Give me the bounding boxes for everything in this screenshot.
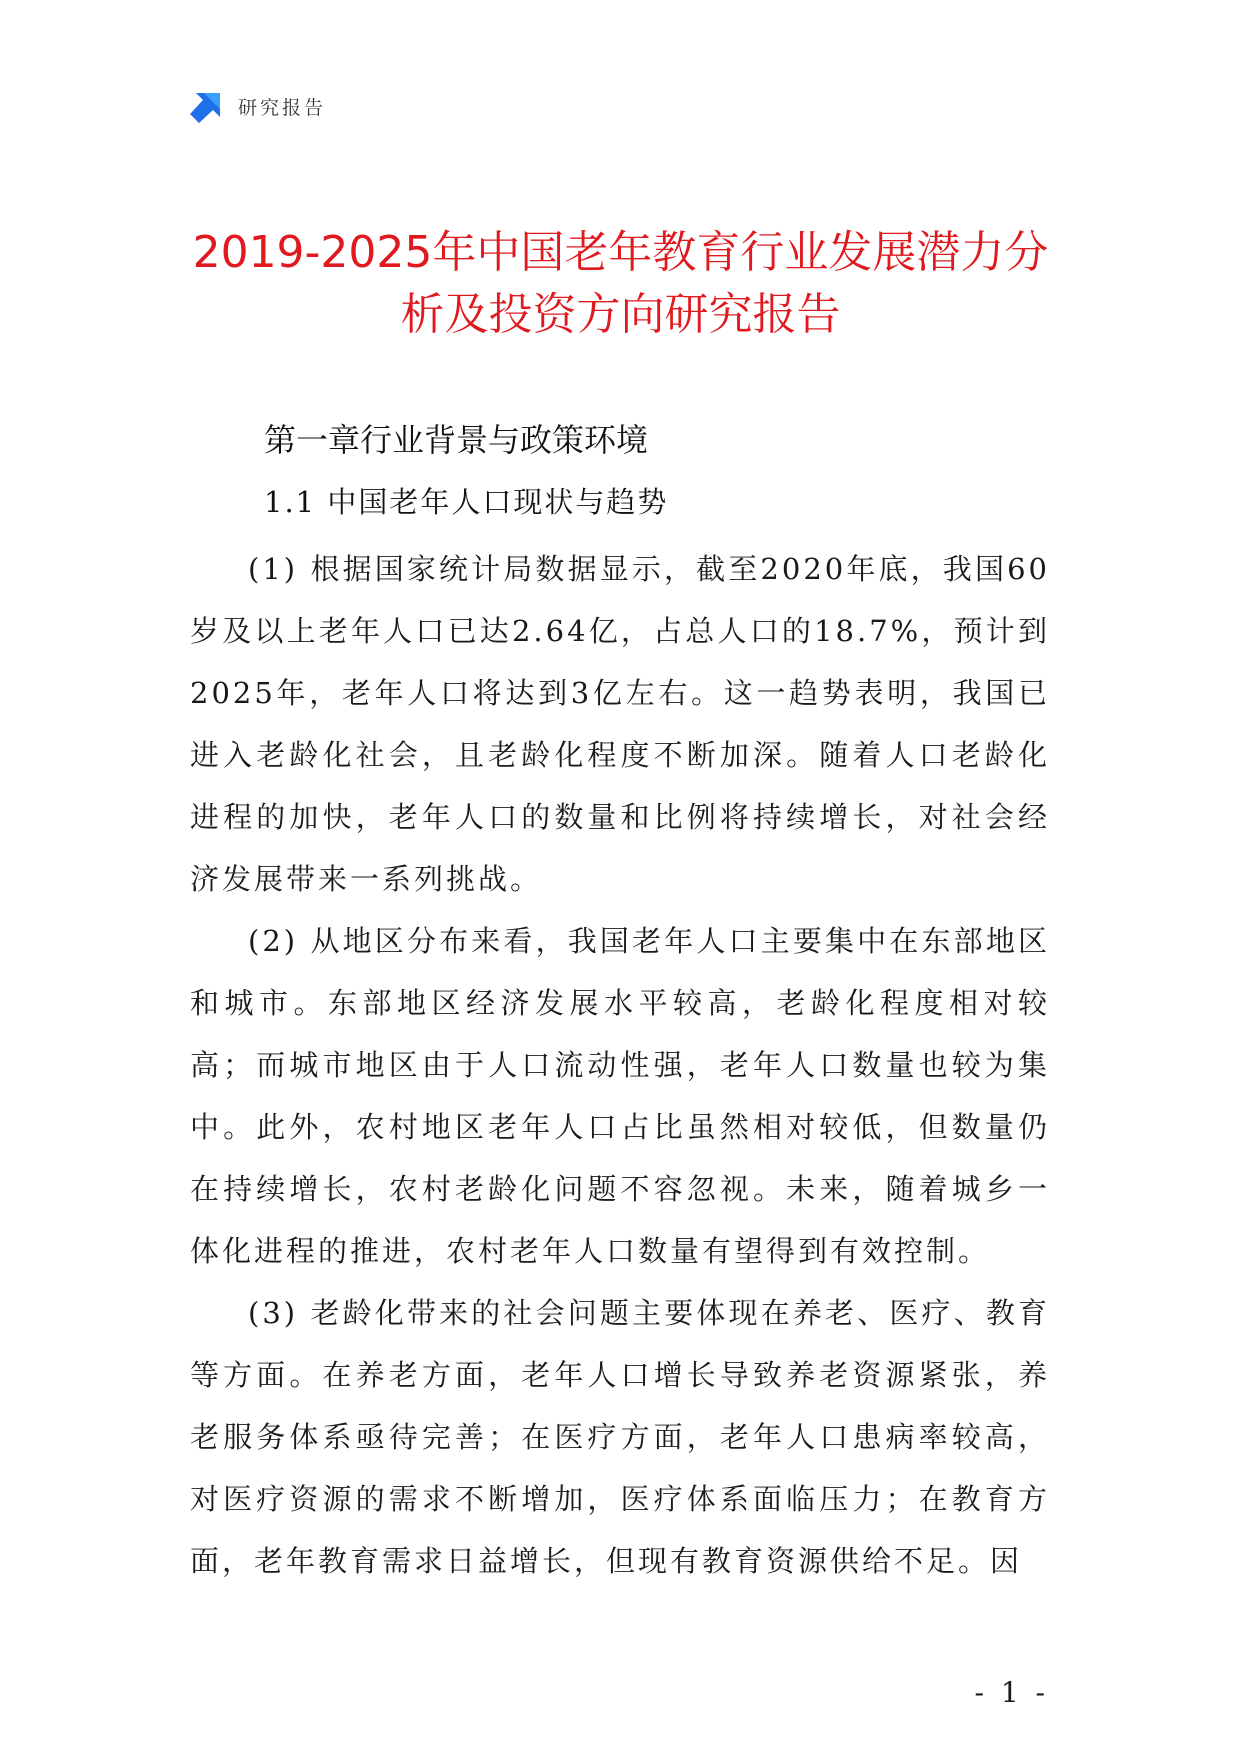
chapter-heading: 第一章行业背景与政策环境 (264, 421, 649, 459)
paragraph-2: (2) 从地区分布来看，我国老年人口主要集中在东部地区和城市。东部地区经济发展水平较高，老龄化程度相对较高；而城市地区由于人口流动性强，老年人口数量也较为集中。此外，农村地区老年人口占比虽然相对较低，但数量仍在持续增长，农村老龄化问题不容忽视。未来，随着城乡一体化进程的推进，农村老年人口数量有望得到有效控制。 (190, 924, 1050, 1268)
title-line-1: 2019-2025年中国老年教育行业发展潜力分 (192, 227, 1049, 278)
page-number: - 1 - (974, 1676, 1049, 1709)
section-heading: 1.1 中国老年人口现状与趋势 (264, 485, 669, 519)
paragraph-3: (3) 老龄化带来的社会问题主要体现在养老、医疗、教育等方面。在养老方面，老年人口增长导致养老资源紧张，养老服务体系亟待完善；在医疗方面，老年人口患病率较高，对医疗资源的需求不断增加，医疗体系面临压力；在教育方面，老年教育需求日益增长，但现有教育资源供给不足。因 (190, 1296, 1050, 1578)
report-header (190, 88, 326, 124)
arrow-up-right-icon (190, 89, 224, 123)
paragraph-1: (1) 根据国家统计局数据显示，截至2020年底，我国60岁及以上老年人口已达2.64亿，占总人口的18.7%，预计到2025年，老年人口将达到3亿左右。这一趋势表明，我国已进入老龄化社会，且老龄化程度不断加深。随着人口老龄化进程的加快，老年人口的数量和比例将持续增长，对社会经济发展带来一系列挑战。 (190, 552, 1050, 896)
document-title (170, 222, 1071, 346)
header-label: 研究报告 (238, 96, 327, 119)
title-line-2: 析及投资方向研究报告 (400, 289, 841, 340)
body-text (190, 538, 1050, 1592)
